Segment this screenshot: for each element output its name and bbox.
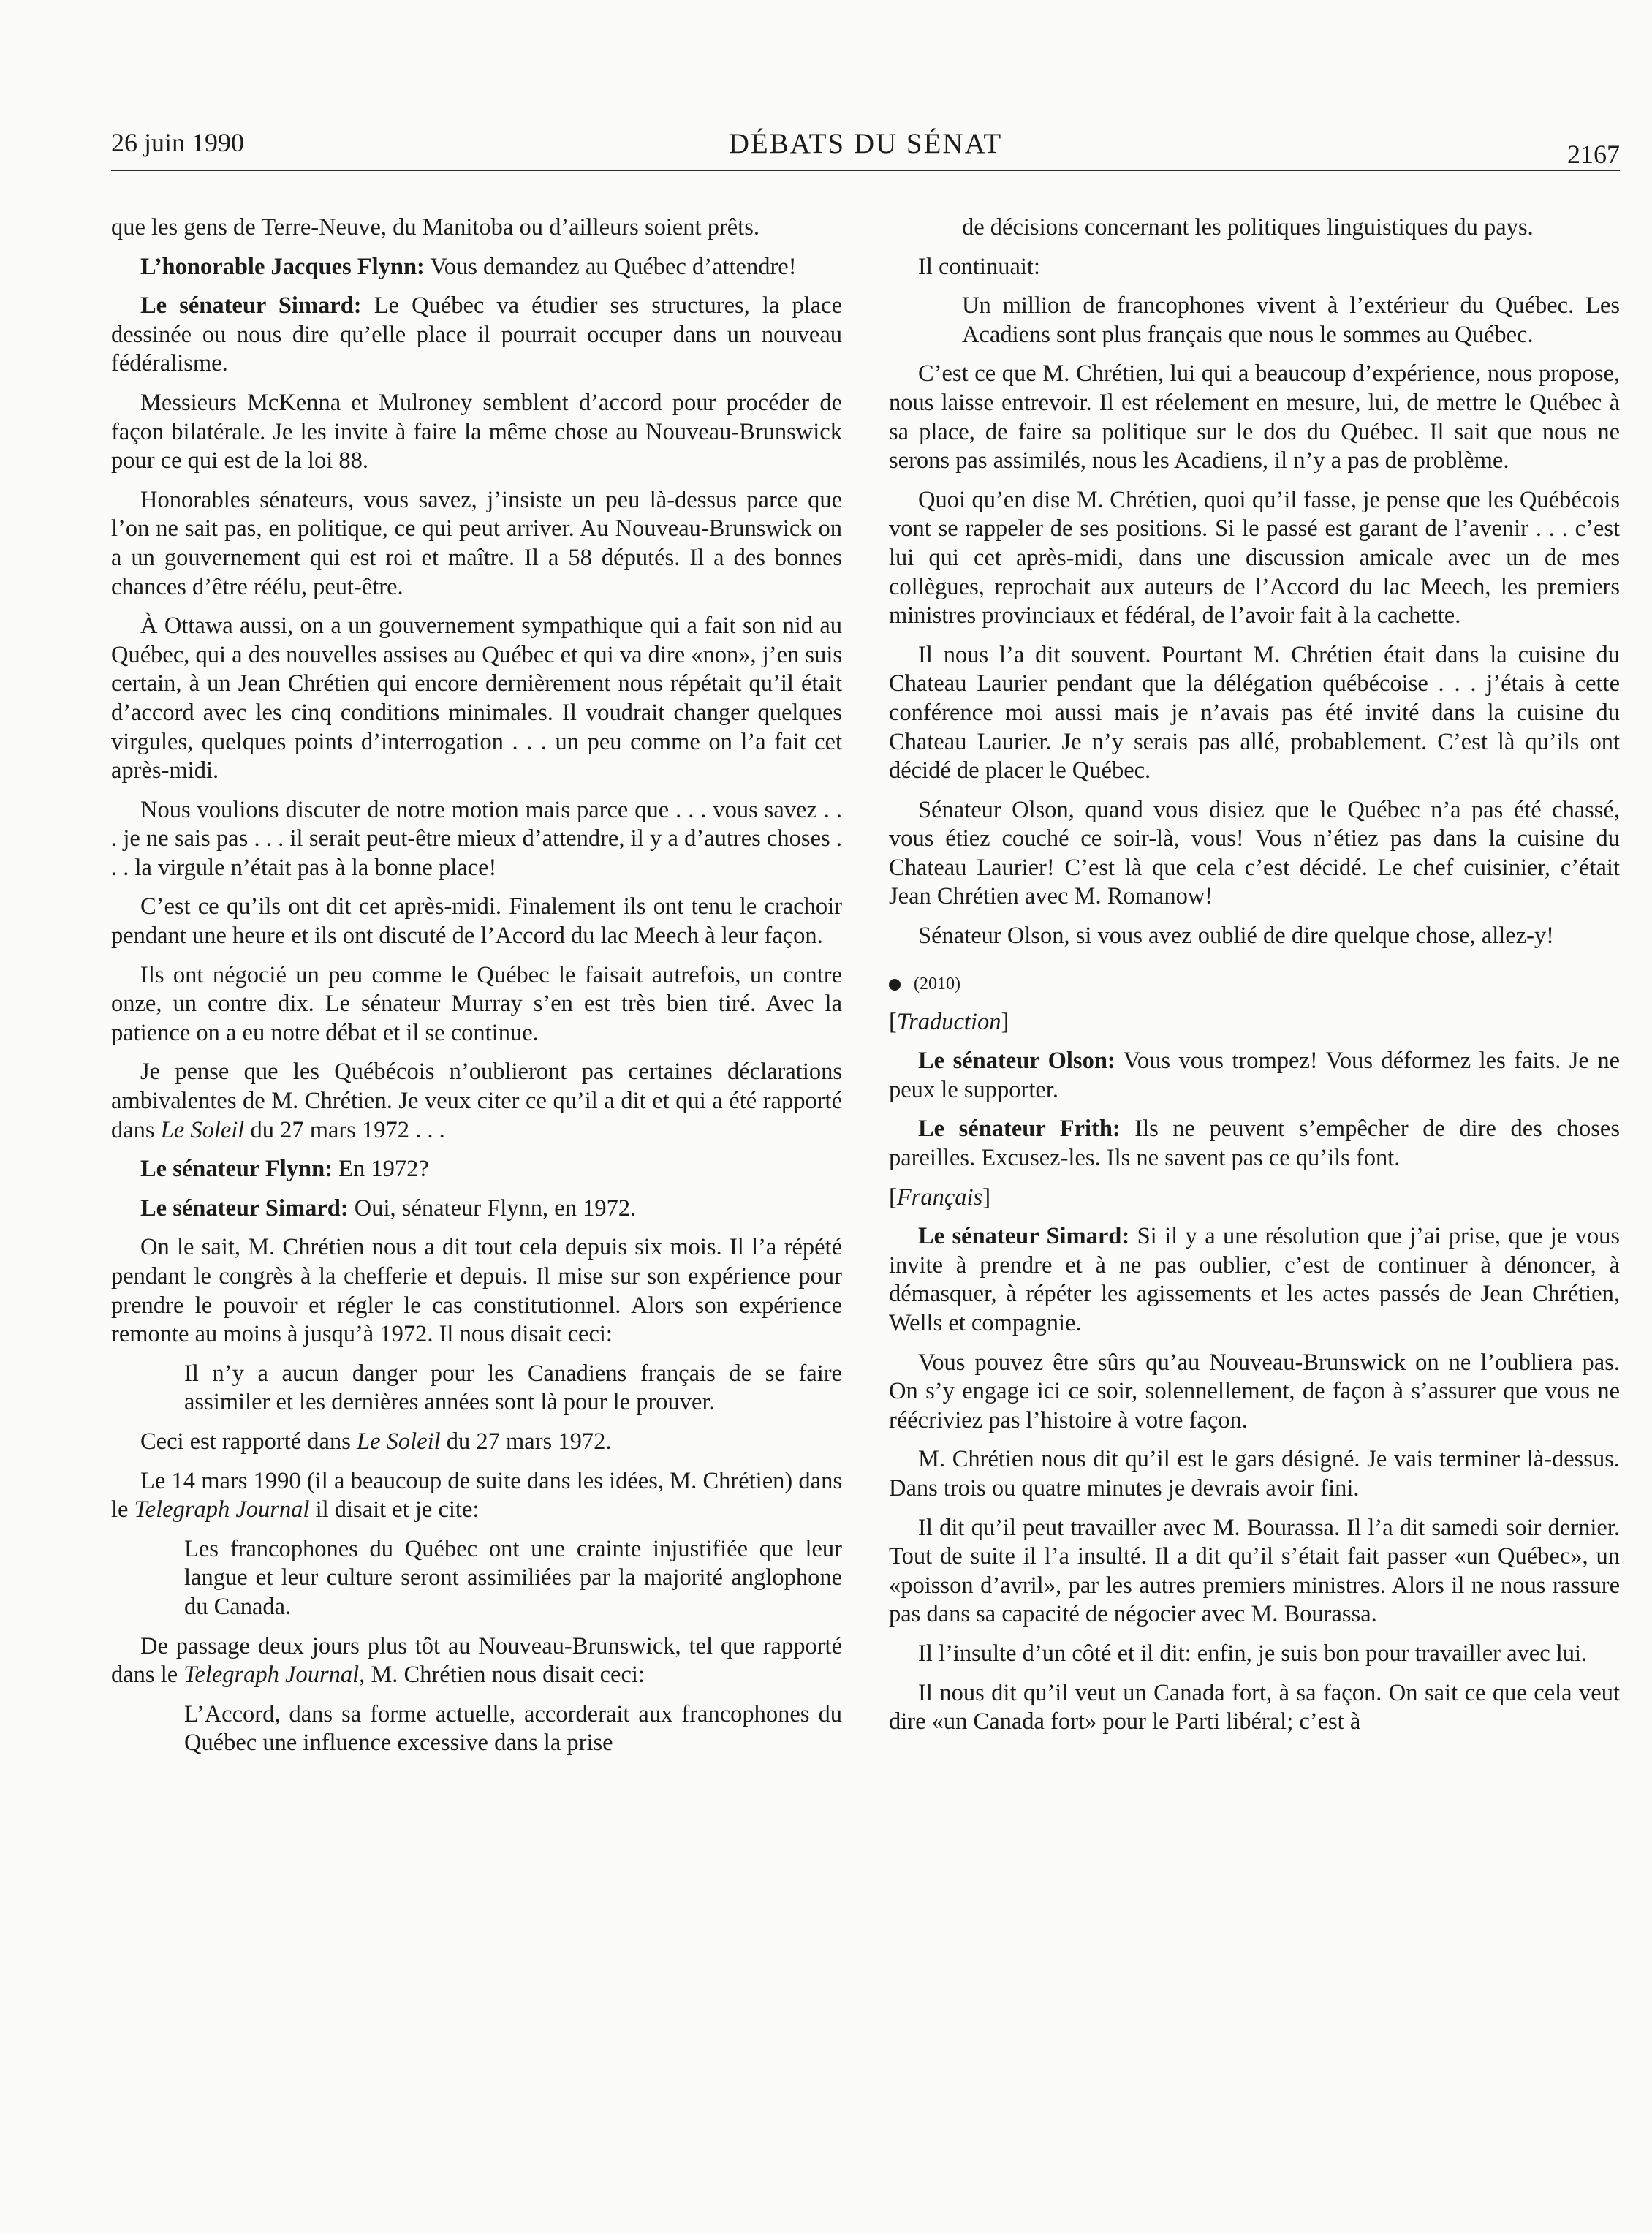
- speaker-name: Le sénateur Olson:: [918, 1048, 1115, 1075]
- time-marker: [889, 973, 1620, 995]
- speech-text: En 1972?: [333, 1156, 429, 1183]
- paragraph: Sénateur Olson, si vous avez oublié de dire quelque chose, allez-y!: [918, 923, 1554, 950]
- time-marker-text: (2010): [914, 974, 960, 993]
- paragraph: Nous voulions discuter de notre motion mais parce que . . . vous savez . . . je ne sais pas . . . il serait peut-être mieux d’attendre, il y a d’autres choses . . . la virgule n’était pas à la bonne place!: [111, 796, 842, 881]
- block-quote: Un million de francophones vivent à l’extérieur du Québec. Les Acadiens sont plus français que nous le sommes au Québec.: [962, 292, 1620, 348]
- paragraph: Vous pouvez être sûrs qu’au Nouveau-Brunswick on ne l’oubliera pas. On s’y engage ici ce soir, solennellement, de façon à s’assurer que vous ne réécriviez pas l’histoire à votre façon.: [889, 1349, 1620, 1434]
- page-number: 2167: [1567, 140, 1620, 169]
- paragraph: Quoi qu’en dise M. Chrétien, quoi qu’il fasse, je pense que les Québécois vont se rappeler de ses positions. Si le passé est garant de l’avenir . . . c’est lui qui cet après-midi, dans une discussion amicale avec un de mes collègues, reprochait aux auteurs de l’Accord du lac Meech, les premiers ministres provinciaux et fédéral, de l’avoir fait à la cachette.: [889, 486, 1620, 629]
- right-column: [889, 213, 1620, 1747]
- paragraph: Messieurs McKenna et Mulroney semblent d’accord pour procéder de façon bilatérale. Je les invite à faire la même chose au Nouveau-Brunswick pour ce qui est de la loi 88.: [111, 389, 842, 474]
- paragraph: C’est ce que M. Chrétien, lui qui a beaucoup d’expérience, nous propose, nous laisse entrevoir. Il est réelement en mesure, lui, de mettre le Québec à sa place, de faire sa politique sur le dos du Québec. Il sait que nous ne serons pas assimilés, nous les Acadiens, il n’y a pas de problème.: [889, 360, 1620, 474]
- text-run: du 27 mars 1972.: [440, 1428, 612, 1455]
- publication-title: Telegraph Journal: [134, 1496, 310, 1523]
- paragraph: Il l’insulte d’un côté et il dit: enfin, je suis bon pour travailler avec lui.: [918, 1640, 1588, 1667]
- paragraph: Il nous dit qu’il veut un Canada fort, à sa façon. On sait ce que cela veut dire «un Canada fort» pour le Parti libéral; c’est à: [889, 1679, 1620, 1735]
- block-quote: L’Accord, dans sa forme actuelle, accorderait aux francophones du Québec une influence excessive dans la prise: [184, 1700, 842, 1757]
- text-run: du 27 mars 1972 . . .: [244, 1116, 445, 1143]
- header-title: DÉBATS DU SÉNAT: [728, 128, 1003, 159]
- paragraph: On le sait, M. Chrétien nous a dit tout cela depuis six mois. Il l’a répété pendant le congrès à la chefferie et depuis. Il mise sur son expérience pour prendre le pouvoir et régler le cas constitutionnel. Alors son expérience remonte au moins à jusqu’à 1972. Il nous disait ceci:: [111, 1234, 842, 1348]
- speech-text: Vous demandez au Québec d’attendre!: [424, 253, 797, 280]
- paragraph: [111, 1632, 842, 1690]
- paragraph: Il continuait:: [918, 253, 1040, 280]
- paragraph: À Ottawa aussi, on a un gouvernement sympathique qui a fait son nid au Québec, qui a des nouvelles assises au Québec et qui va dire «non», j’en suis certain, à un Jean Chrétien qui encore dernièrement nous répétait qu’il était d’accord avec les cinq conditions minimales. Il voudrait changer quelques virgules, quelques points d’interrogation . . . un peu comme on l’a fait cet après-midi.: [111, 613, 843, 784]
- speech-text: Oui, sénateur Flynn, en 1972.: [348, 1194, 637, 1222]
- paragraph: M. Chrétien nous dit qu’il est le gars désigné. Je vais terminer là-dessus. Dans trois ou quatre minutes je devrais avoir fini.: [889, 1446, 1620, 1502]
- bullet-icon: [889, 979, 901, 991]
- text-run: , M. Chrétien nous disait ceci:: [359, 1662, 645, 1689]
- paragraph: Ils ont négocié un peu comme le Québec le faisait autrefois, un contre onze, un contre dix. Le sénateur Murray s’en est très bien tiré. Avec la patience on a eu notre débat et il se continue.: [111, 961, 842, 1046]
- paragraph: que les gens de Terre-Neuve, du Manitoba ou d’ailleurs soient prêts.: [111, 214, 760, 241]
- speaker-name: Le sénateur Simard:: [140, 292, 362, 319]
- text-run: Ceci est rapporté dans: [140, 1428, 357, 1455]
- paragraph: [111, 1058, 842, 1145]
- language-tag: [Français]: [889, 1184, 991, 1211]
- text-run: il disait et je cite:: [309, 1496, 480, 1523]
- speech-text: Si il y a une résolution que j’ai prise, que je vous invite à prendre et à ne pas oublier, c’est de continuer à dénoncer, à démasquer, à répéter les agissements et les actes passés de Jean Chrétien, Wells et compagnie.: [889, 1223, 1620, 1336]
- speech-text: Le Québec va étudier ses structures, la place dessinée ou nous dire qu’elle place il pourrait occuper dans un nouveau fédéralisme.: [111, 292, 842, 377]
- paragraph: [889, 1115, 1620, 1173]
- paragraph: [111, 1155, 842, 1184]
- speech-text: Vous vous trompez! Vous déformez les faits. Je ne peux le supporter.: [889, 1048, 1621, 1103]
- header-date: 26 juin 1990: [111, 128, 245, 157]
- speech-text: Ils ne peuvent s’empêcher de dire des choses pareilles. Excusez-les. Ils ne savent pas ce qu’ils font.: [889, 1116, 1620, 1172]
- paragraph: [889, 1222, 1620, 1338]
- speaker-name: Le sénateur Flynn:: [140, 1156, 333, 1183]
- publication-title: Le Soleil: [357, 1428, 441, 1455]
- speaker-name: L’honorable Jacques Flynn:: [140, 253, 425, 280]
- text-run: De passage deux jours plus tôt au Nouveau-Brunswick, tel que rapporté dans le: [111, 1632, 842, 1689]
- text-run: Le 14 mars 1990 (il a beaucoup de suite dans les idées, M. Chrétien) dans le: [111, 1467, 842, 1523]
- paragraph: [111, 253, 842, 282]
- paragraph: [111, 1467, 842, 1525]
- page-header: [111, 126, 1620, 171]
- left-column: [111, 213, 842, 1768]
- paragraph: [111, 292, 842, 379]
- publication-title: Le Soleil: [160, 1116, 245, 1143]
- publication-title: Telegraph Journal: [183, 1662, 360, 1689]
- paragraph: C’est ce qu’ils ont dit cet après-midi. Finalement ils ont tenu le crachoir pendant une heure et ils ont discuté de l’Accord du lac Meech à leur façon.: [111, 893, 842, 950]
- speaker-name: Le sénateur Simard:: [918, 1223, 1130, 1250]
- paragraph: Sénateur Olson, quand vous disiez que le Québec n’a pas été chassé, vous étiez couché ce soir-là, vous! Vous n’étiez pas dans la cuisine du Chateau Laurier! C’est là que cela c’est décidé. Le chef cuisinier, c’était Jean Chrétien avec M. Romanow!: [889, 796, 1620, 910]
- speaker-name: Le sénateur Frith:: [918, 1116, 1121, 1143]
- language-tag-text: Traduction: [896, 1008, 1001, 1035]
- text-run: Je pense que les Québécois n’oublieront pas certaines déclarations ambivalentes de M. Chrétien. Je veux citer ce qu’il a dit et qui a été rapporté dans: [111, 1059, 842, 1143]
- language-tag: [Traduction]: [889, 1008, 1009, 1035]
- block-quote-continuation: de décisions concernant les politiques linguistiques du pays.: [962, 214, 1534, 241]
- language-tag-text: Français: [896, 1184, 983, 1211]
- paragraph: Honorables sénateurs, vous savez, j’insiste un peu là-dessus parce que l’on ne sait pas, en politique, ce qui peut arriver. Au Nouveau-Brunswick on a un gouvernement qui est roi et maître. Il a 58 députés. Il a des bonnes chances d’être réélu, peut-être.: [111, 486, 842, 600]
- paragraph: [111, 1428, 842, 1457]
- speaker-name: Le sénateur Simard:: [140, 1194, 349, 1222]
- paragraph: Il nous l’a dit souvent. Pourtant M. Chrétien était dans la cuisine du Chateau Laurier pendant que la délégation québécoise . . . j’étais à cette conférence moi aussi mais je n’avais pas été invité dans la cuisine du Chateau Laurier. Je n’y serais pas allé, probablement. C’est là qu’ils ont décidé de placer le Québec.: [889, 641, 1620, 784]
- paragraph: [889, 1047, 1620, 1105]
- block-quote: Il n’y a aucun danger pour les Canadiens français de se faire assimiler et les dernières années sont là pour le prouver.: [184, 1360, 842, 1416]
- block-quote: Les francophones du Québec ont une crainte injustifiée que leur langue et leur culture seront assimiliées par la majorité anglophone du Canada.: [184, 1535, 842, 1620]
- paragraph: Il dit qu’il peut travailler avec M. Bourassa. Il l’a dit samedi soir dernier. Tout de suite il l’a insulté. Il a dit qu’il s’était fait passer «un Québec», un «poisson d’avril», par les autres premiers ministres. Alors il ne nous rassure pas dans sa capacité de négocier avec M. Bourassa.: [889, 1514, 1620, 1628]
- paragraph: [111, 1194, 842, 1224]
